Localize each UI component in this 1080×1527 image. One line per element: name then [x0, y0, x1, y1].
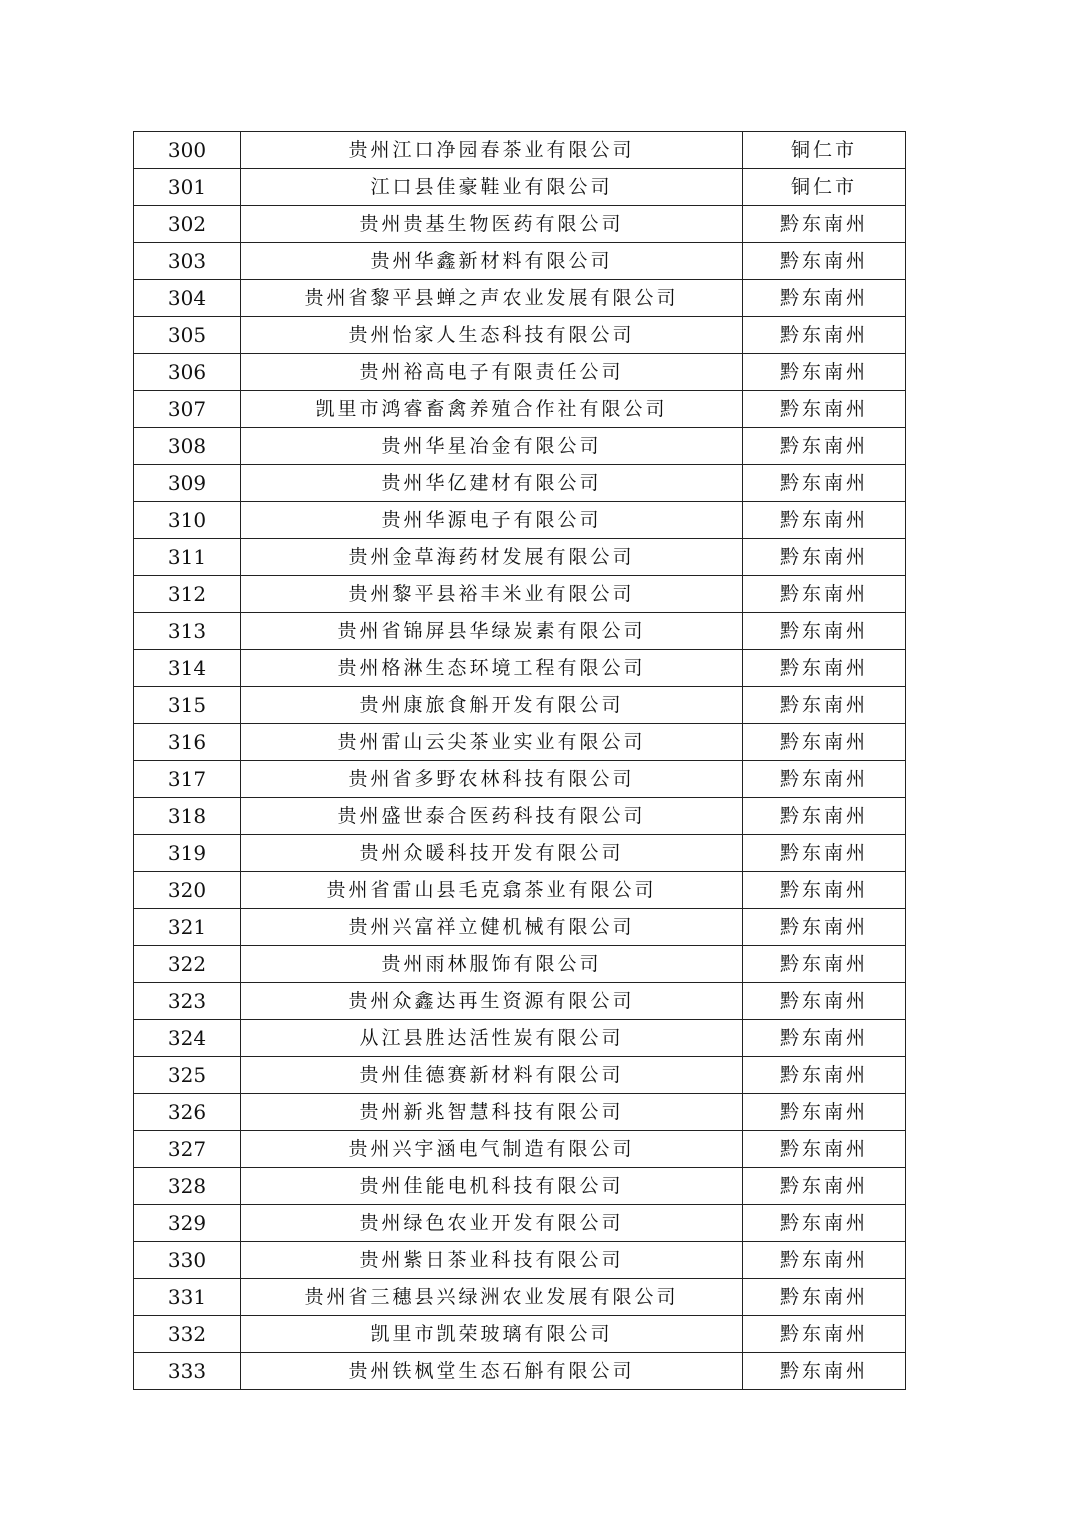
company-name-cell: 贵州兴富祥立健机械有限公司	[241, 909, 743, 946]
company-name-cell: 贵州华亿建材有限公司	[241, 465, 743, 502]
region-cell: 黔东南州	[743, 354, 906, 391]
table-row	[134, 391, 906, 428]
table-row	[134, 539, 906, 576]
region-cell: 黔东南州	[743, 1131, 906, 1168]
row-number-cell: 331	[134, 1279, 241, 1316]
table-row	[134, 983, 906, 1020]
row-number-cell: 328	[134, 1168, 241, 1205]
company-name-cell: 贵州华星冶金有限公司	[241, 428, 743, 465]
table-row	[134, 872, 906, 909]
region-cell: 黔东南州	[743, 1205, 906, 1242]
region-cell: 黔东南州	[743, 280, 906, 317]
company-name-cell: 贵州佳德赛新材料有限公司	[241, 1057, 743, 1094]
row-number-cell: 305	[134, 317, 241, 354]
company-name-cell: 贵州新兆智慧科技有限公司	[241, 1094, 743, 1131]
row-number-cell: 310	[134, 502, 241, 539]
company-name-cell: 贵州佳能电机科技有限公司	[241, 1168, 743, 1205]
company-name-cell: 贵州省雷山县毛克翕茶业有限公司	[241, 872, 743, 909]
region-cell: 黔东南州	[743, 761, 906, 798]
region-cell: 黔东南州	[743, 1094, 906, 1131]
region-cell: 黔东南州	[743, 1316, 906, 1353]
company-name-cell: 贵州紫日茶业科技有限公司	[241, 1242, 743, 1279]
region-cell: 黔东南州	[743, 428, 906, 465]
region-cell: 黔东南州	[743, 946, 906, 983]
table-row	[134, 132, 906, 169]
company-list-table	[133, 131, 906, 1390]
row-number-cell: 324	[134, 1020, 241, 1057]
table-row	[134, 280, 906, 317]
row-number-cell: 302	[134, 206, 241, 243]
region-cell: 黔东南州	[743, 1279, 906, 1316]
company-name-cell: 贵州盛世泰合医药科技有限公司	[241, 798, 743, 835]
table-row	[134, 354, 906, 391]
region-cell: 黔东南州	[743, 650, 906, 687]
region-cell: 黔东南州	[743, 872, 906, 909]
region-cell: 铜仁市	[743, 169, 906, 206]
row-number-cell: 318	[134, 798, 241, 835]
table-row	[134, 1094, 906, 1131]
table-row	[134, 1131, 906, 1168]
region-cell: 黔东南州	[743, 835, 906, 872]
region-cell: 黔东南州	[743, 724, 906, 761]
region-cell: 黔东南州	[743, 502, 906, 539]
table-row	[134, 613, 906, 650]
row-number-cell: 332	[134, 1316, 241, 1353]
region-cell: 黔东南州	[743, 206, 906, 243]
table-row	[134, 1057, 906, 1094]
table-row	[134, 687, 906, 724]
region-cell: 黔东南州	[743, 687, 906, 724]
row-number-cell: 325	[134, 1057, 241, 1094]
table-row	[134, 1020, 906, 1057]
row-number-cell: 330	[134, 1242, 241, 1279]
row-number-cell: 311	[134, 539, 241, 576]
row-number-cell: 322	[134, 946, 241, 983]
table-body	[134, 132, 906, 1390]
row-number-cell: 306	[134, 354, 241, 391]
region-cell: 黔东南州	[743, 243, 906, 280]
region-cell: 黔东南州	[743, 798, 906, 835]
region-cell: 铜仁市	[743, 132, 906, 169]
row-number-cell: 327	[134, 1131, 241, 1168]
row-number-cell: 304	[134, 280, 241, 317]
company-name-cell: 贵州铁枫堂生态石斛有限公司	[241, 1353, 743, 1390]
table-row	[134, 1205, 906, 1242]
table-row	[134, 317, 906, 354]
region-cell: 黔东南州	[743, 613, 906, 650]
company-name-cell: 贵州省黎平县蝉之声农业发展有限公司	[241, 280, 743, 317]
region-cell: 黔东南州	[743, 465, 906, 502]
table-row	[134, 465, 906, 502]
row-number-cell: 326	[134, 1094, 241, 1131]
table-row	[134, 798, 906, 835]
row-number-cell: 312	[134, 576, 241, 613]
region-cell: 黔东南州	[743, 1353, 906, 1390]
company-name-cell: 贵州格淋生态环境工程有限公司	[241, 650, 743, 687]
table-row	[134, 243, 906, 280]
row-number-cell: 313	[134, 613, 241, 650]
table-row	[134, 1242, 906, 1279]
company-name-cell: 贵州兴宇涵电气制造有限公司	[241, 1131, 743, 1168]
table-row	[134, 1168, 906, 1205]
row-number-cell: 315	[134, 687, 241, 724]
company-name-cell: 贵州众鑫达再生资源有限公司	[241, 983, 743, 1020]
company-name-cell: 贵州贵基生物医药有限公司	[241, 206, 743, 243]
row-number-cell: 307	[134, 391, 241, 428]
company-name-cell: 贵州众暖科技开发有限公司	[241, 835, 743, 872]
company-name-cell: 从江县胜达活性炭有限公司	[241, 1020, 743, 1057]
region-cell: 黔东南州	[743, 317, 906, 354]
company-name-cell: 贵州华源电子有限公司	[241, 502, 743, 539]
company-name-cell: 贵州省三穗县兴绿洲农业发展有限公司	[241, 1279, 743, 1316]
row-number-cell: 317	[134, 761, 241, 798]
region-cell: 黔东南州	[743, 1242, 906, 1279]
row-number-cell: 329	[134, 1205, 241, 1242]
table-row	[134, 169, 906, 206]
region-cell: 黔东南州	[743, 1168, 906, 1205]
table-row	[134, 650, 906, 687]
region-cell: 黔东南州	[743, 539, 906, 576]
table-row	[134, 206, 906, 243]
table-row	[134, 909, 906, 946]
row-number-cell: 321	[134, 909, 241, 946]
table-row	[134, 576, 906, 613]
region-cell: 黔东南州	[743, 391, 906, 428]
row-number-cell: 300	[134, 132, 241, 169]
company-name-cell: 贵州华鑫新材料有限公司	[241, 243, 743, 280]
table-row	[134, 835, 906, 872]
company-name-cell: 贵州黎平县裕丰米业有限公司	[241, 576, 743, 613]
row-number-cell: 333	[134, 1353, 241, 1390]
row-number-cell: 323	[134, 983, 241, 1020]
row-number-cell: 301	[134, 169, 241, 206]
region-cell: 黔东南州	[743, 576, 906, 613]
row-number-cell: 308	[134, 428, 241, 465]
company-name-cell: 凯里市凯荣玻璃有限公司	[241, 1316, 743, 1353]
company-name-cell: 贵州绿色农业开发有限公司	[241, 1205, 743, 1242]
company-name-cell: 贵州金草海药材发展有限公司	[241, 539, 743, 576]
company-name-cell: 贵州康旅食斛开发有限公司	[241, 687, 743, 724]
region-cell: 黔东南州	[743, 909, 906, 946]
company-name-cell: 贵州省锦屏县华绿炭素有限公司	[241, 613, 743, 650]
row-number-cell: 320	[134, 872, 241, 909]
row-number-cell: 319	[134, 835, 241, 872]
table-row	[134, 1316, 906, 1353]
company-name-cell: 贵州雷山云尖茶业实业有限公司	[241, 724, 743, 761]
table-row	[134, 428, 906, 465]
row-number-cell: 316	[134, 724, 241, 761]
row-number-cell: 309	[134, 465, 241, 502]
company-name-cell: 贵州江口净园春茶业有限公司	[241, 132, 743, 169]
table-row	[134, 946, 906, 983]
row-number-cell: 303	[134, 243, 241, 280]
table-row	[134, 1279, 906, 1316]
company-name-cell: 贵州雨林服饰有限公司	[241, 946, 743, 983]
company-name-cell: 贵州省多野农林科技有限公司	[241, 761, 743, 798]
region-cell: 黔东南州	[743, 983, 906, 1020]
row-number-cell: 314	[134, 650, 241, 687]
region-cell: 黔东南州	[743, 1057, 906, 1094]
region-cell: 黔东南州	[743, 1020, 906, 1057]
table-row	[134, 1353, 906, 1390]
company-name-cell: 贵州裕高电子有限责任公司	[241, 354, 743, 391]
table-row	[134, 724, 906, 761]
table-row	[134, 761, 906, 798]
company-name-cell: 凯里市鸿睿畜禽养殖合作社有限公司	[241, 391, 743, 428]
table-row	[134, 502, 906, 539]
company-name-cell: 贵州怡家人生态科技有限公司	[241, 317, 743, 354]
company-name-cell: 江口县佳豪鞋业有限公司	[241, 169, 743, 206]
